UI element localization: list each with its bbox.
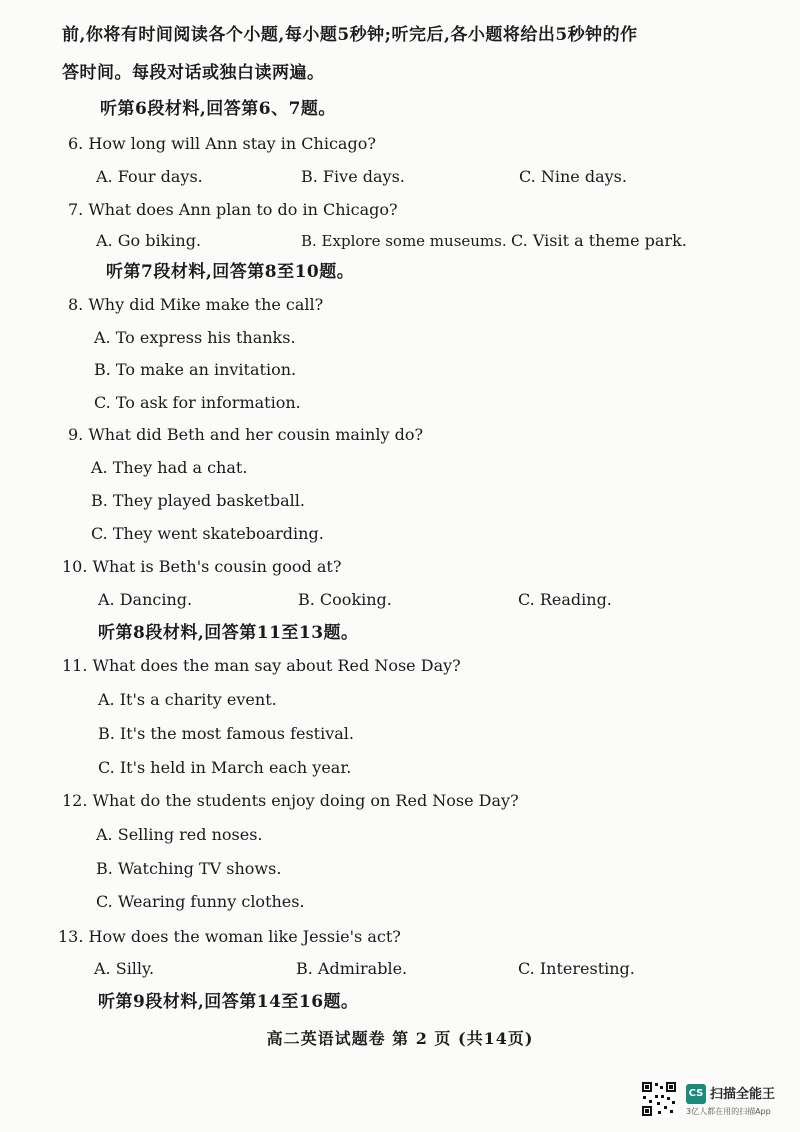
brand-tagline: 3亿人都在用的扫描App: [686, 1107, 771, 1116]
option-c: C. Interesting.: [518, 959, 635, 978]
question-text: What is Beth's cousin good at?: [92, 557, 342, 576]
option-b: B. Five days.: [301, 167, 405, 186]
option-b: B. It's the most famous festival.: [98, 724, 354, 743]
question-text: What do the students enjoy doing on Red Nose Day?: [92, 791, 519, 810]
option-a: A. Go biking.: [96, 231, 202, 250]
option-b: B. To make an invitation.: [94, 360, 297, 379]
question-text: What does Ann plan to do in Chicago?: [88, 200, 398, 219]
cs-logo-icon: CS: [686, 1084, 706, 1104]
section-instruction: 听第8段材料,回答第11至13题。: [98, 623, 359, 643]
question-number: 12.: [62, 791, 88, 810]
option-a: A. It's a charity event.: [98, 690, 277, 709]
question-number: 6.: [68, 134, 84, 153]
option-a: A. Silly.: [94, 959, 155, 978]
intro-line-2: 答时间。每段对话或独白读两遍。: [62, 63, 325, 83]
question-number: 7.: [68, 200, 84, 219]
intro-line-1: 前,你将有时间阅读各个小题,每小题5秒钟;听完后,各小题将给出5秒钟的作: [62, 25, 638, 45]
option-c: C. They went skateboarding.: [91, 524, 324, 543]
qr-code-icon: [640, 1080, 678, 1118]
question-text: How does the woman like Jessie's act?: [88, 927, 401, 946]
option-a: A. To express his thanks.: [94, 328, 296, 347]
question-number: 11.: [62, 656, 88, 675]
question-12: [62, 790, 519, 812]
question-number: 13.: [58, 927, 84, 946]
scanner-watermark: [640, 1080, 800, 1124]
section-instruction: 听第6段材料,回答第6、7题。: [100, 99, 336, 119]
question-9: [68, 424, 423, 446]
question-number: 10.: [62, 557, 88, 576]
option-c: C. Visit a theme park.: [511, 231, 687, 250]
section-instruction: 听第9段材料,回答第14至16题。: [98, 992, 359, 1012]
question-text: What does the man say about Red Nose Day?: [92, 656, 461, 675]
question-number: 8.: [68, 295, 84, 314]
option-a: A. Selling red noses.: [96, 825, 263, 844]
option-b: B. Cooking.: [298, 590, 392, 609]
option-b: B. Admirable.: [296, 959, 408, 978]
option-a: A. Four days.: [96, 167, 203, 186]
section-instruction: 听第7段材料,回答第8至10题。: [106, 262, 355, 282]
option-a: A. They had a chat.: [91, 458, 248, 477]
question-number: 9.: [68, 425, 84, 444]
option-c: C. Nine days.: [519, 167, 627, 186]
question-10: [62, 556, 341, 578]
question-6: [68, 133, 376, 155]
question-text: Why did Mike make the call?: [88, 295, 324, 314]
question-text: What did Beth and her cousin mainly do?: [88, 425, 424, 444]
question-8: [68, 294, 323, 316]
option-c: C. Wearing funny clothes.: [96, 892, 305, 911]
option-b: B. Watching TV shows.: [96, 859, 282, 878]
question-13: [58, 926, 401, 948]
question-7: [68, 199, 398, 221]
question-11: [62, 655, 461, 677]
page-footer: 高二英语试题卷 第 2 页 (共14页): [266, 1029, 534, 1048]
option-b: B. Explore some museums.: [301, 232, 507, 250]
option-b: B. They played basketball.: [91, 491, 305, 510]
question-text: How long will Ann stay in Chicago?: [88, 134, 376, 153]
option-c: C. Reading.: [518, 590, 612, 609]
option-a: A. Dancing.: [98, 590, 193, 609]
option-c: C. To ask for information.: [94, 393, 301, 412]
option-c: C. It's held in March each year.: [98, 758, 352, 777]
brand-name: 扫描全能王: [710, 1087, 776, 1102]
